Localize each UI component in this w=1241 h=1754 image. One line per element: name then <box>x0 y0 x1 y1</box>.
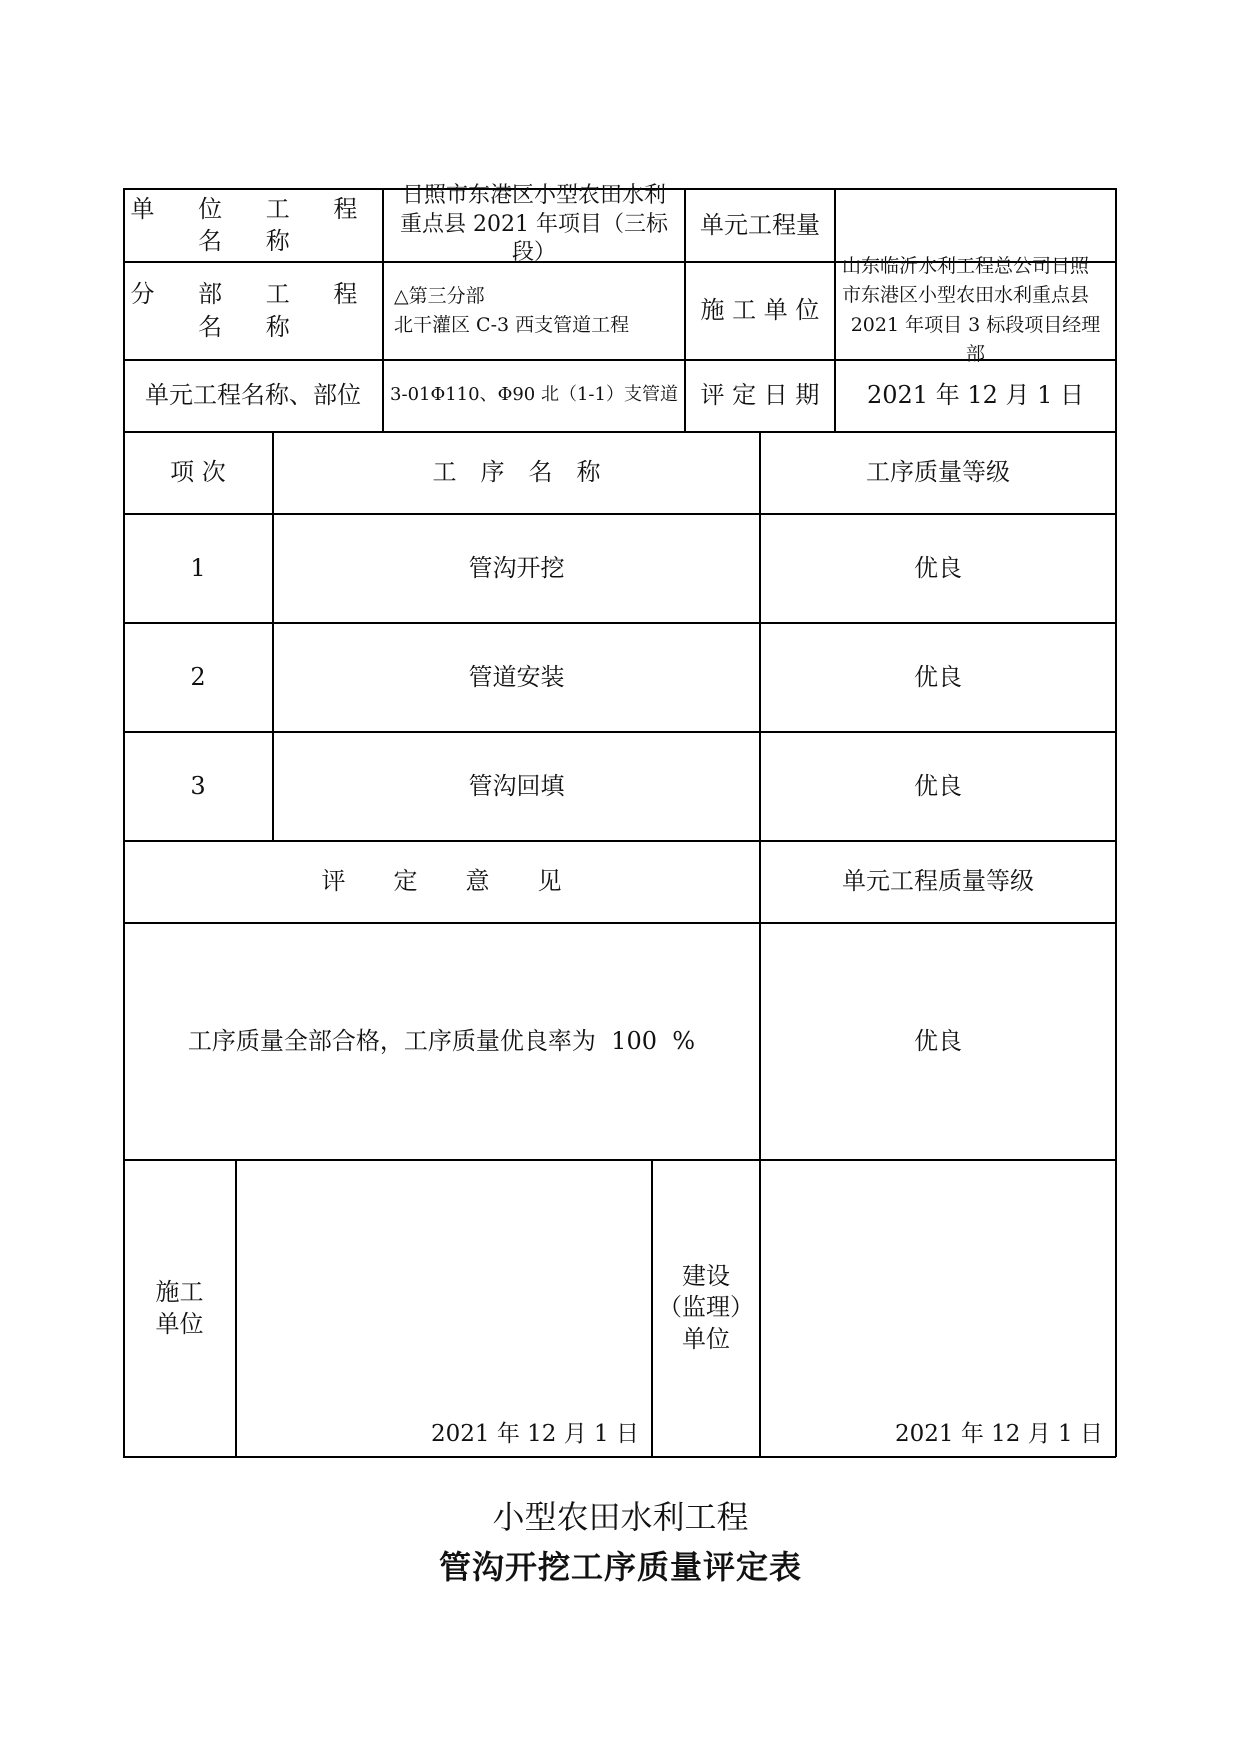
element-label: 单元工程名称、部位 <box>145 381 361 410</box>
table-row-2-no: 2 <box>190 662 206 691</box>
table-row-1-name: 管沟开挖 <box>468 553 565 582</box>
col-grade-header: 工序质量等级 <box>866 458 1010 487</box>
table-row-1-no: 1 <box>190 553 206 582</box>
table-row-2-grade: 优良 <box>914 662 962 691</box>
col-name-header: 工 序 名 称 <box>432 458 601 487</box>
construction-sign-date: 2021 年 12 月 1 日 <box>431 1421 639 1447</box>
table-row-1-grade: 优良 <box>914 553 962 582</box>
unit-project-value-line2: 重点县 2021 年项目（三标段） <box>400 211 668 266</box>
supervision-sign-label: 建设 （监理） 单位 <box>658 1262 754 1353</box>
construction-sign-label: 施工 单位 <box>155 1277 204 1338</box>
form-title-line2: 管沟开挖工序质量评定表 <box>438 1548 802 1586</box>
table-row-3-no: 3 <box>190 771 206 800</box>
supervision-sign-date: 2021 年 12 月 1 日 <box>895 1421 1103 1447</box>
unit-project-value <box>384 183 684 266</box>
unit-grade-value: 优良 <box>914 1026 962 1055</box>
division-value-line2: 北干灌区 C-3 西支管道工程 <box>394 313 630 336</box>
form-title-line1: 小型农田水利工程 <box>492 1498 749 1536</box>
division-label: 分 部 工 程 名 称 <box>130 280 376 341</box>
division-value <box>394 262 684 359</box>
construction-unit-line1: 山东临沂水利工程总公司日照 <box>842 254 1090 277</box>
opinion-text: 工序质量全部合格，工序质量优良率为 100 % <box>187 1026 696 1055</box>
col-item-header: 项 次 <box>170 458 226 487</box>
table-row-3-grade: 优良 <box>914 771 962 800</box>
unit-project-value-line1: 日照市东港区小型农田水利 <box>401 183 666 209</box>
division-value-line1: △第三分部 <box>394 285 485 307</box>
eval-date-label: 评 定 日 期 <box>700 381 820 410</box>
unit-quantity-value <box>836 189 1115 261</box>
opinion-label: 评 定 意 见 <box>321 867 562 896</box>
supervision-sign-area <box>761 1160 1115 1456</box>
element-value: 3-01Φ110、Φ90 北（1-1）支管道 <box>390 384 678 406</box>
construction-sign-area <box>237 1160 651 1456</box>
table-row-2-name: 管道安装 <box>468 662 565 691</box>
table-row-3-name: 管沟回填 <box>468 771 565 800</box>
construction-unit-value <box>836 254 1115 365</box>
eval-date-value: 2021 年 12 月 1 日 <box>866 381 1085 410</box>
construction-unit-line2: 市东港区小型农田水利重点县 <box>842 284 1090 307</box>
unit-project-label: 单 位 工 程 名 称 <box>130 194 376 255</box>
unit-quantity-label: 单元工程量 <box>700 210 820 239</box>
unit-grade-label: 单元工程质量等级 <box>842 867 1034 896</box>
construction-unit-line3: 2021 年项目 3 标段项目经理部 <box>850 313 1101 365</box>
construction-unit-label: 施 工 单 位 <box>700 296 820 325</box>
